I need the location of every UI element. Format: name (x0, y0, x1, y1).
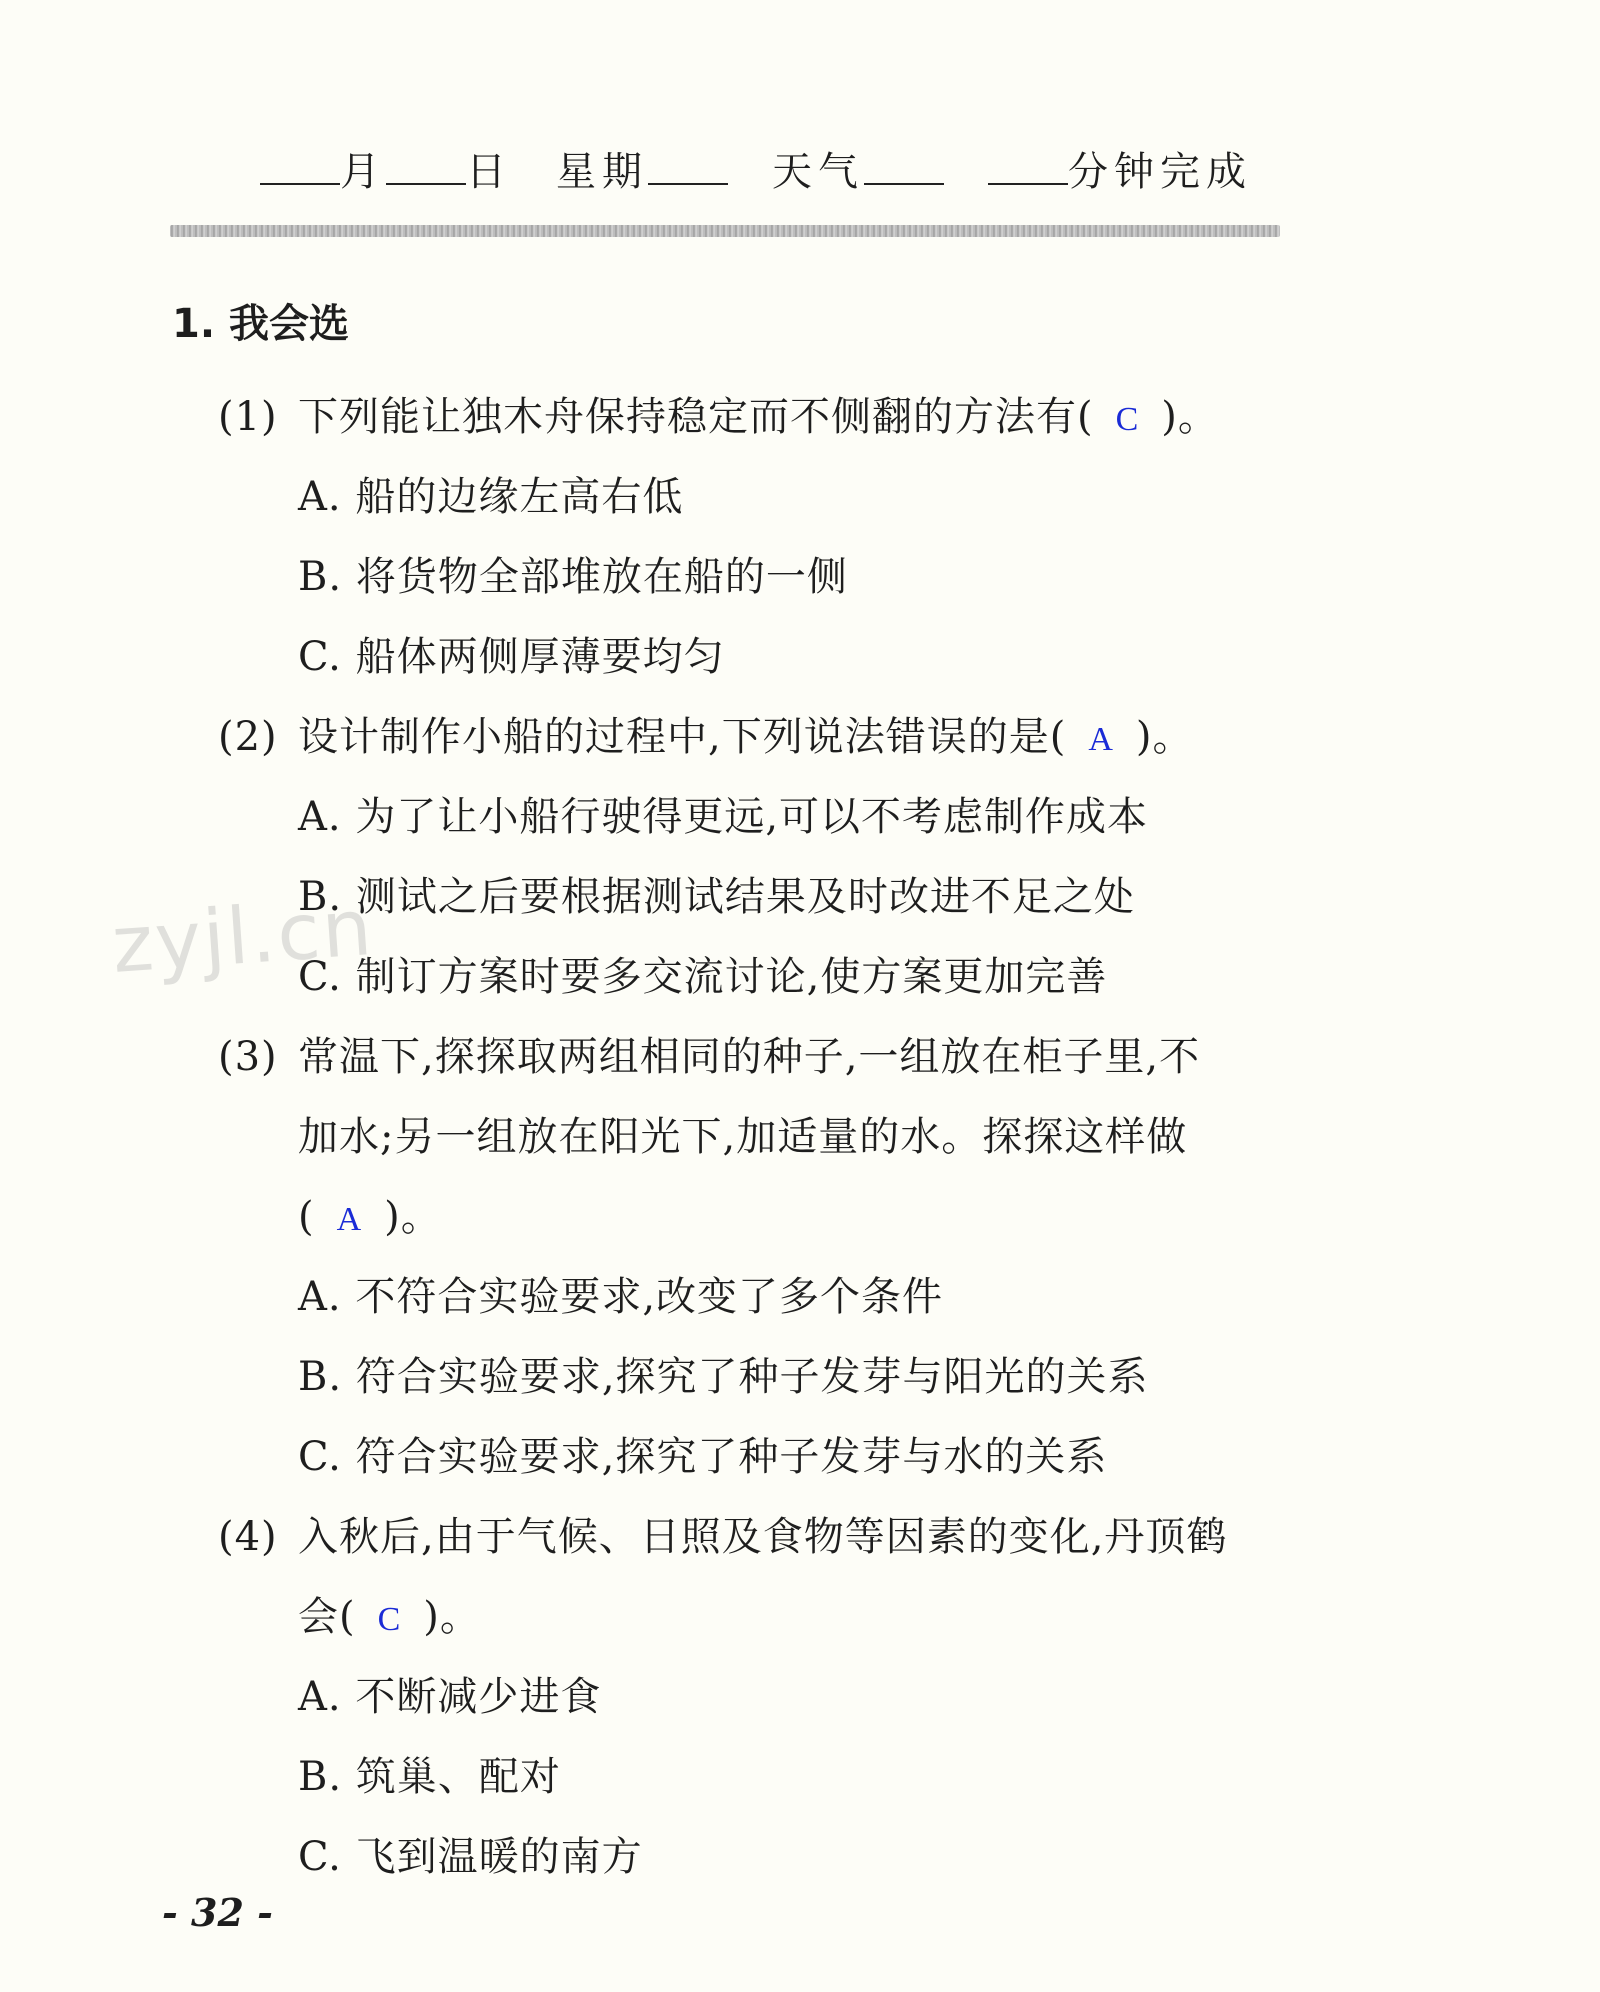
month-label: 月 (340, 149, 386, 195)
page-number: - 32 - (162, 1890, 273, 1935)
option-a: A. 为了让小船行驶得更远,可以不考虑制作成本 (298, 794, 1149, 840)
question-number: (3) (218, 1034, 278, 1080)
header-divider (170, 225, 1280, 237)
option-c: C. 符合实验要求,探究了种子发芽与水的关系 (298, 1434, 1108, 1480)
weekday-blank[interactable] (648, 149, 728, 185)
option-b: B. 将货物全部堆放在船的一侧 (298, 554, 848, 600)
question-3 (218, 1025, 1200, 1082)
weather-label: 天气 (772, 149, 864, 195)
day-label: 日 (466, 149, 512, 195)
option-a: A. 不断减少进食 (298, 1674, 602, 1720)
minutes-label: 分钟完成 (1068, 149, 1252, 195)
question-text: 入秋后,由于气候、日照及食物等因素的变化,丹顶鹤 (298, 1514, 1228, 1560)
question-text: 常温下,探探取两组相同的种子,一组放在柜子里,不 (298, 1034, 1201, 1080)
question-2 (218, 705, 1194, 762)
question-number: (1) (218, 394, 278, 440)
answer-mark: C (377, 1601, 402, 1638)
weekday-label: 星期 (556, 149, 648, 195)
question-text: 下列能让独木舟保持稳定而不侧翻的方法有( (298, 394, 1094, 440)
question-text: 会( (298, 1594, 356, 1640)
option-b: B. 测试之后要根据测试结果及时改进不足之处 (298, 874, 1135, 920)
question-number: (4) (218, 1514, 278, 1560)
option-a: A. 不符合实验要求,改变了多个条件 (298, 1274, 944, 1320)
question-text: 设计制作小船的过程中,下列说法错误的是( (298, 714, 1067, 760)
option-b: B. 筑巢、配对 (298, 1754, 561, 1800)
section-title: 1. 我会选 (172, 301, 349, 347)
option-c: C. 制订方案时要多交流讨论,使方案更加完善 (298, 954, 1108, 1000)
question-4-answer-line (298, 1585, 481, 1642)
question-1 (218, 385, 1219, 442)
option-b: B. 符合实验要求,探究了种子发芽与阳光的关系 (298, 1354, 1149, 1400)
question-4 (218, 1505, 1227, 1562)
question-suffix: )。 (384, 1194, 442, 1240)
question-suffix: )。 (1161, 394, 1219, 440)
question-3-continuation: 加水;另一组放在阳光下,加适量的水。探探这样做 (298, 1114, 1188, 1160)
question-3-answer-line (298, 1185, 442, 1242)
answer-mark: A (1088, 721, 1114, 758)
question-text: ( (298, 1194, 315, 1240)
option-a: A. 船的边缘左高右低 (298, 474, 684, 520)
answer-mark: C (1115, 401, 1140, 438)
option-c: C. 船体两侧厚薄要均匀 (298, 634, 725, 680)
question-suffix: )。 (423, 1594, 481, 1640)
question-suffix: )。 (1135, 714, 1194, 760)
date-weather-header (170, 140, 1280, 200)
minutes-blank[interactable] (988, 149, 1068, 185)
watermark-logo: zyjl.cn (109, 882, 377, 992)
option-c: C. 飞到温暖的南方 (298, 1834, 643, 1880)
question-number: (2) (218, 714, 278, 760)
weather-blank[interactable] (864, 149, 944, 185)
month-blank[interactable] (260, 149, 340, 185)
day-blank[interactable] (386, 149, 466, 185)
answer-mark: A (336, 1201, 363, 1238)
